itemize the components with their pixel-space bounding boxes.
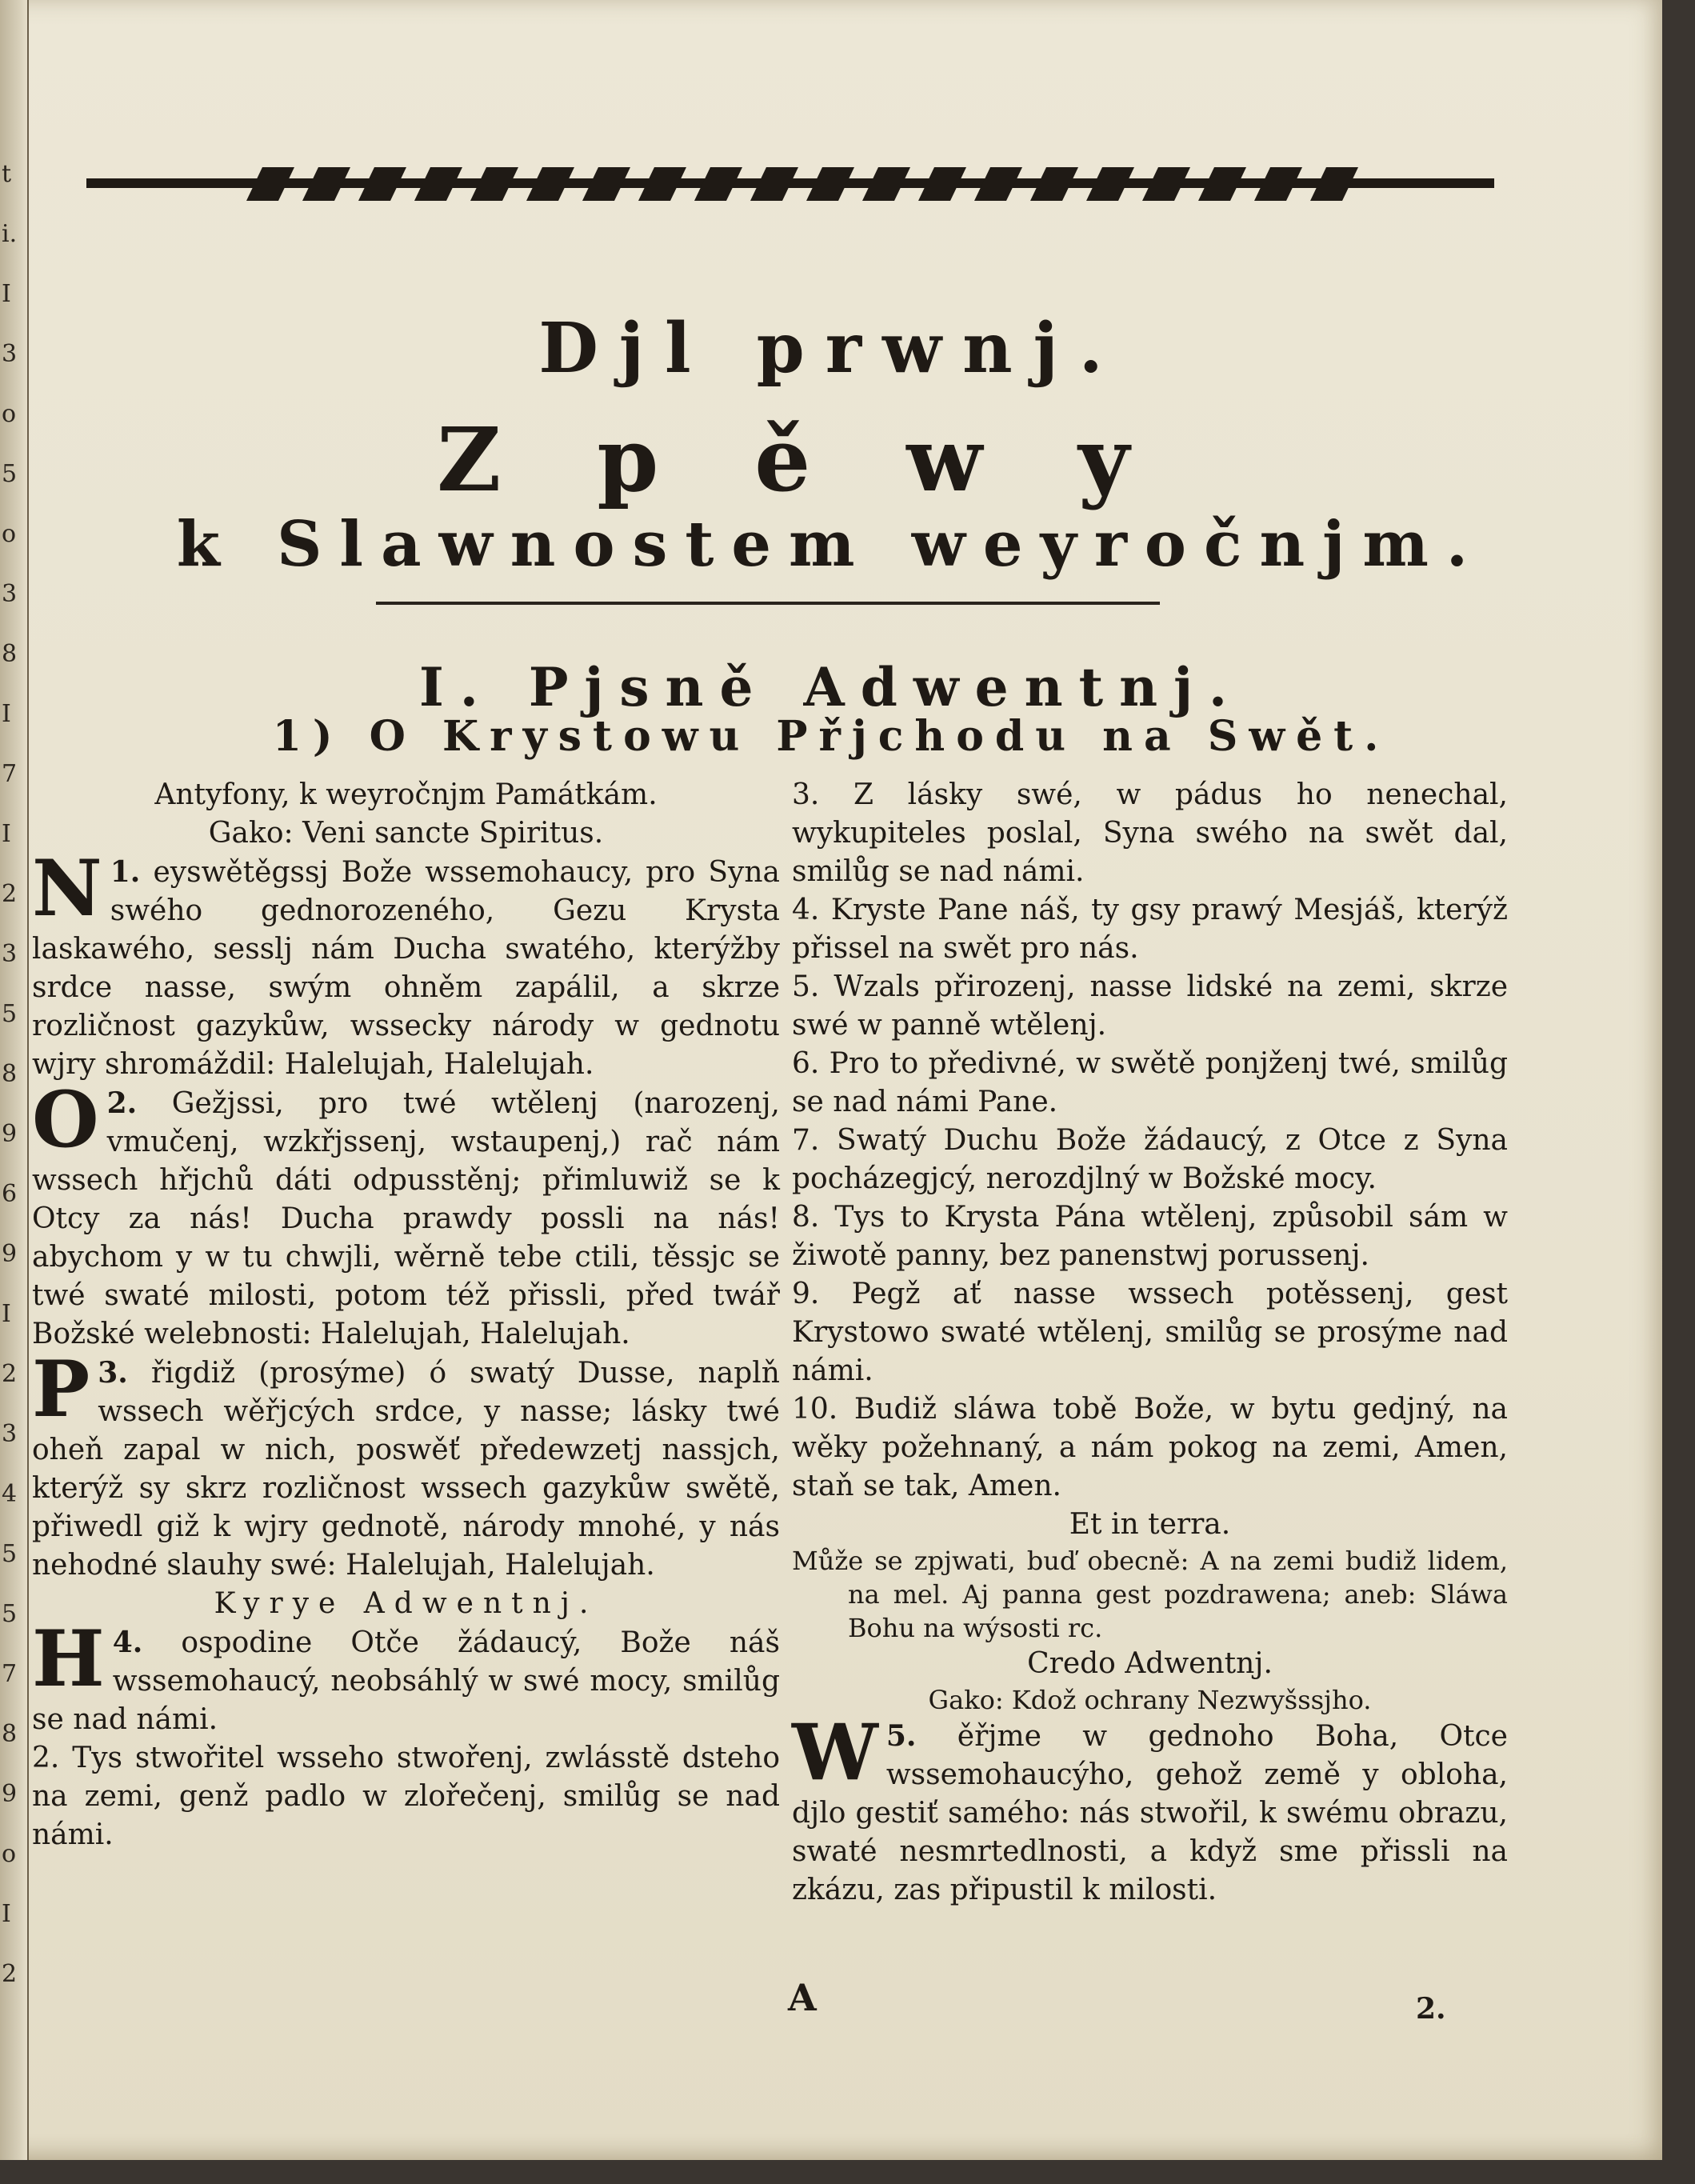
verse-2: [32, 1074, 780, 1354]
gutter-character: 5: [2, 1000, 18, 1028]
gutter-character: 7: [2, 1660, 18, 1688]
verse-3: [32, 1344, 780, 1585]
credo-tune: Gako: Kdož ochrany Nezwyšssjho.: [928, 1685, 1372, 1715]
songs-title: Zpěwy: [437, 408, 1225, 511]
gutter-character: o: [2, 400, 17, 428]
gutter-character: 3: [2, 1420, 18, 1448]
gutter-character: 2: [2, 1960, 18, 1988]
section-heading: I. Pjsně Adwentnj.: [419, 656, 1243, 718]
gutter-character: i.: [2, 220, 18, 248]
verse-number: 3.: [98, 1356, 128, 1390]
gutter-character: 3: [2, 580, 18, 608]
gutter-character: 9: [2, 1120, 18, 1148]
gutter-character: 8: [2, 1060, 18, 1088]
gutter-character: o: [2, 1840, 17, 1868]
kyrie-heading: Kyrye Adwentnj.: [214, 1587, 598, 1620]
verse-text: řigdiž (prosýme) ó swatý Dusse, naplň wssech wěřjcých srdce, y nasse; lásky twé oheň zapal w nich, poswěť předewzetj nassjch, kterýž sy skrz rozličnost wssech gazykůw swětě, přiwedl giž k wjry gednotě, národy mnohé, y nás nehodné slauhy swé: Halelujah, Halelujah.: [32, 1357, 780, 1582]
verse-number: 5.: [885, 1719, 917, 1753]
tune-line: Gako: Veni sancte Spiritus.: [208, 817, 604, 850]
verse-number: 1.: [110, 855, 141, 889]
gutter-character: I: [2, 820, 11, 848]
gutter-character: t: [2, 160, 12, 188]
right-column: [792, 776, 1508, 1910]
stanza-4: 4. Kryste Pane náš, ty gsy prawý Mesjáš, kterýž přissel na swět pro nás.: [792, 894, 1508, 965]
drop-cap: N: [32, 843, 102, 934]
divider-rule: [376, 602, 1160, 605]
gutter-character: 8: [2, 640, 18, 668]
stanza-7: 7. Swatý Duchu Bože žádaucý, z Otce z Syna pocházegjcý, nerozdjlný w Božské mocy.: [792, 1124, 1508, 1195]
gutter-character: 3: [2, 940, 18, 968]
verse-number: 2.: [106, 1086, 138, 1120]
verse-1: [32, 843, 780, 1084]
gutter-character: 2: [2, 1360, 18, 1388]
gutter-character: 9: [2, 1780, 18, 1808]
stanza-9: 9. Pegž ať nasse wssech potěssenj, gest Krystowo swaté wtělenj, smilůg se prosýme nad námi.: [792, 1278, 1508, 1387]
drop-cap: O: [32, 1074, 99, 1165]
stanza-8: 8. Tys to Krysta Pána wtělenj, způsobil sám w žiwotě panny, bez panenstwj porussenj.: [792, 1201, 1508, 1272]
gutter-character: 2: [2, 880, 18, 908]
occasion-title: k Slawnostem weyročnjm.: [176, 508, 1486, 581]
part-title: Djl prwnj.: [538, 308, 1124, 389]
left-column: [32, 776, 780, 1854]
stanza-3: 3. Z lásky swé, w pádus ho nenechal, wykupiteles poslal, Syna swého na swět dal, smilůg se nad námi.: [792, 778, 1508, 888]
gutter-character: 4: [2, 1480, 18, 1508]
gutter-character: 5: [2, 1600, 18, 1628]
drop-cap: H: [32, 1614, 105, 1704]
verse-4b: 2. Tys stwořitel wsseho stwořenj, zwlásstě dsteho na zemi, genž padlo w zlořečenj, smilůg se nad námi.: [32, 1742, 780, 1851]
gutter-character: 8: [2, 1720, 18, 1748]
drop-cap: P: [32, 1344, 90, 1434]
verse-text: Gežjssi, pro twé wtělenj (narozenj, vmučenj, wzkřjssenj, wstaupenj,) rač nám wssech hřjchů dáti odpusstěnj; přimluwiž se k Otcy za nás! Ducha prawdy possli na nás! abychom y w tu chwjli, wěrně tebe ctili, těssjc se twé swaté milosti, potom též přissli, před twář Božské welebnosti: Halelujah, Halelujah.: [32, 1087, 780, 1350]
gutter-character: 5: [2, 1540, 18, 1568]
catchword-folio: 2.: [1416, 1992, 1446, 2026]
verse-text: ospodine Otče žádaucý, Bože náš wssemohaucý, neobsáhlý w swé mocy, smilůg se nad námi.: [32, 1626, 780, 1736]
gutter-character: I: [2, 280, 11, 308]
et-in-terra-heading: Et in terra.: [1069, 1508, 1231, 1541]
credo-heading: Credo Adwentnj.: [1027, 1647, 1273, 1680]
stanza-5: 5. Wzals přirozenj, nasse lidské na zemi, skrze swé w panně wtělenj.: [792, 970, 1508, 1042]
subsection-heading: 1) O Krystowu Přjchodu na Swět.: [272, 712, 1390, 761]
gutter-character: 9: [2, 1240, 18, 1268]
verse-4: [32, 1614, 780, 1739]
drop-cap: W: [792, 1707, 878, 1798]
performance-note: Může se zpjwati, buď obecně: A na zemi budiž lidem, na mel. Aj panna gest pozdrawena; aneb: Sláwa Bohu na wýsosti rc.: [792, 1546, 1508, 1643]
signature-mark: A: [788, 1976, 817, 2019]
gutter-character: I: [2, 700, 11, 728]
verse-number: 4.: [112, 1626, 143, 1659]
decorative-ornament-band: [86, 164, 1494, 204]
verse-text: eyswětěgssj Bože wssemohaucy, pro Syna swého gednorozeného, Gezu Krysta laskawého, sesslj nám Ducha swatého, kterýžby srdce nasse, swým ohněm zapálil, a skrze rozličnost gazykůw, wssecky národy w gednotu wjry shromáždil: Halelujah, Halelujah.: [32, 856, 780, 1081]
gutter-character: 7: [2, 760, 18, 788]
verse-5: [792, 1707, 1508, 1910]
gutter-character: 5: [2, 460, 18, 488]
stanza-6: 6. Pro to předivné, w swětě ponjženj twé, smilůg se nad námi Pane.: [792, 1047, 1508, 1118]
stanza-10: 10. Budiž sláwa tobě Bože, w bytu gedjný, na wěky požehnaný, a nám pokog na zemi, Amen, staň se tak, Amen.: [792, 1393, 1508, 1502]
verse-text: ěřjme w gednoho Boha, Otce wssemohaucýho, gehož země y obloha, djlo gestiť samého: nás stwořil, k swému obrazu, swaté nesmrtedlnosti, a když sme přissli na zkázu, zas připustil k milosti.: [792, 1720, 1508, 1906]
gutter-character: 3: [2, 340, 18, 368]
gutter-character: I: [2, 1900, 11, 1928]
gutter-character: I: [2, 1300, 11, 1328]
gutter-character: o: [2, 520, 17, 548]
gutter-character: 6: [2, 1180, 18, 1208]
antiphon-heading: Antyfony, k weyročnjm Památkám.: [154, 778, 658, 811]
